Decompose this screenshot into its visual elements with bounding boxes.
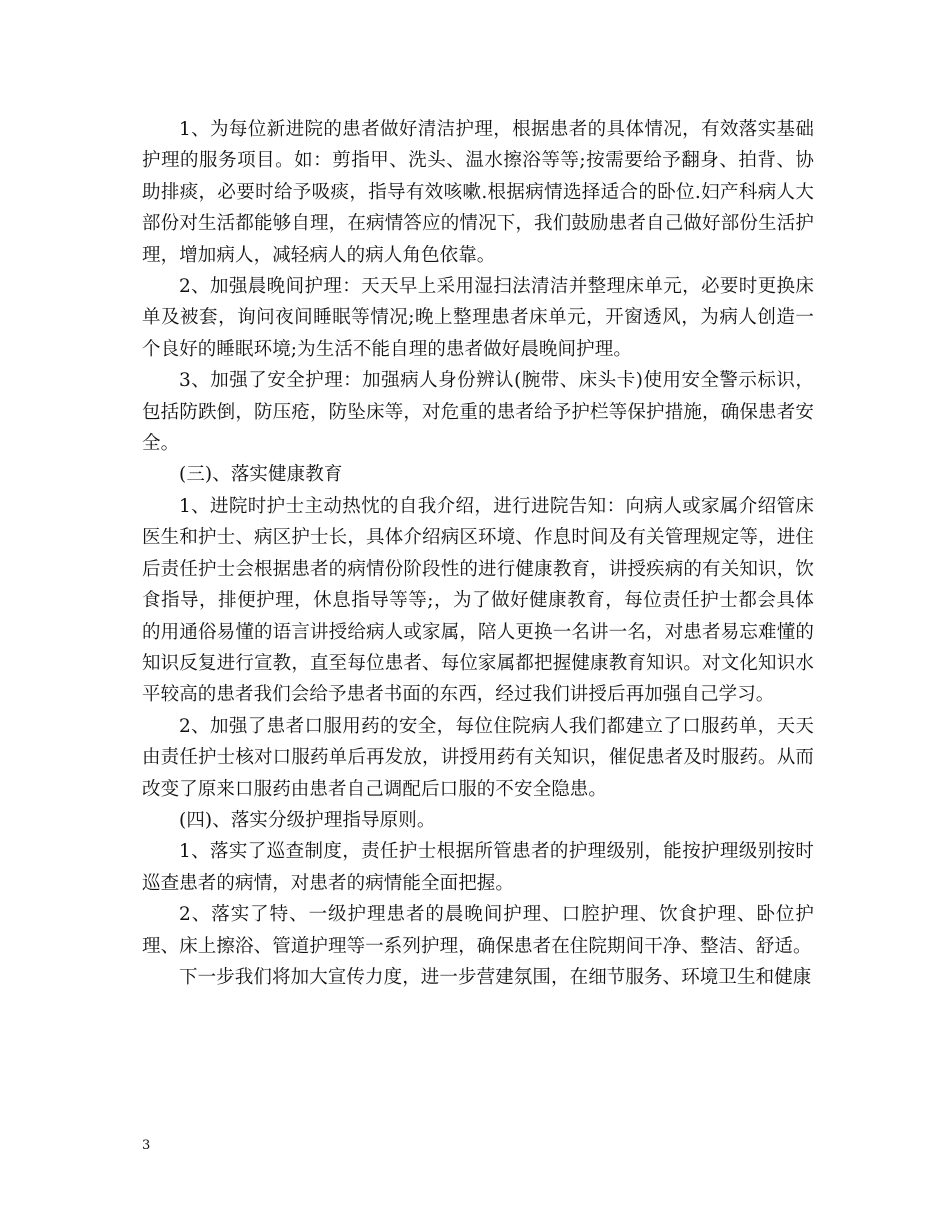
paragraph-oral-medication-safety: 2、加强了患者口服用药的安全，每位住院病人我们都建立了口服药单，天天由责任护士核对口服药单后再发放，讲授用药有关知识，催促患者及时服药。从而改变了原来口服药由患者自己调配后口服的不安全隐患。 [142,715,814,800]
paragraph-patrol-system: 1、落实了巡查制度，责任护士根据所管患者的护理级别，能按护理级别按时巡查患者的病情，对患者的病情能全面把握。 [142,841,814,894]
paragraph-next-steps: 下一步我们将加大宣传力度，进一步营建氛围，在细节服务、环境卫生和健康 [179,966,812,988]
section-heading-health-education: (三)、落实健康教育 [179,464,343,486]
paragraph-level-one-care: 2、落实了特、一级护理患者的晨晚间护理、口腔护理、饮食护理、卧位护理、床上擦浴、管道护理等一系列护理，确保患者在住院期间干净、整洁、舒适。 [142,904,814,957]
paragraph-admission-introduction: 1、进院时护士主动热忱的自我介绍，进行进院告知：向病人或家属介绍管床医生和护士、病区护士长，具体介绍病区环境、作息时间及有关管理规定等，进住后责任护士会根据患者的病情份阶段性的进行健康教育，讲授疾病的有关知识，饮食指导，排便护理，休息指导等等;，为了做好健康教育，每位责任护士都会具体的用通俗易懂的语言讲授给病人或家属，陪人更换一名讲一名，对患者易忘难懂的知识反复进行宣教，直至每位患者、每位家属都把握健康教育知识。对文化知识水平较高的患者我们会给予患者书面的东西，经过我们讲授后再加强自己学习。 [142,495,814,706]
paragraph-morning-evening-care: 2、加强晨晚间护理：天天早上采用湿扫法清洁并整理床单元，必要时更换床单及被套，询问夜间睡眠等情况;晚上整理患者床单元，开窗透风，为病人创造一个良好的睡眠环境;为生活不能自理的患者做好晨晚间护理。 [142,276,814,360]
page-number: 3 [142,1138,151,1153]
paragraph-basic-care: 1、为每位新进院的患者做好清洁护理，根据患者的具体情况，有效落实基础护理的服务项目。如：剪指甲、洗头、温水擦浴等等;按需要给予翻身、拍背、协助排痰，必要时给予吸痰，指导有效咳嗽.根据病情选择适合的卧位.妇产科病人大部份对生活都能够自理，在病情答应的情况下，我们鼓励患者自己做好部份生活护理，增加病人，减轻病人的病人角色依靠。 [142,119,814,266]
document-body [142,114,814,993]
paragraph-safety-care: 3、加强了安全护理：加强病人身份辨认(腕带、床头卡)使用安全警示标识，包括防跌倒，防压疮，防坠床等，对危重的患者给予护栏等保护措施，确保患者安全。 [142,370,814,455]
section-heading-graded-care: (四)、落实分级护理指导原则。 [179,809,436,831]
